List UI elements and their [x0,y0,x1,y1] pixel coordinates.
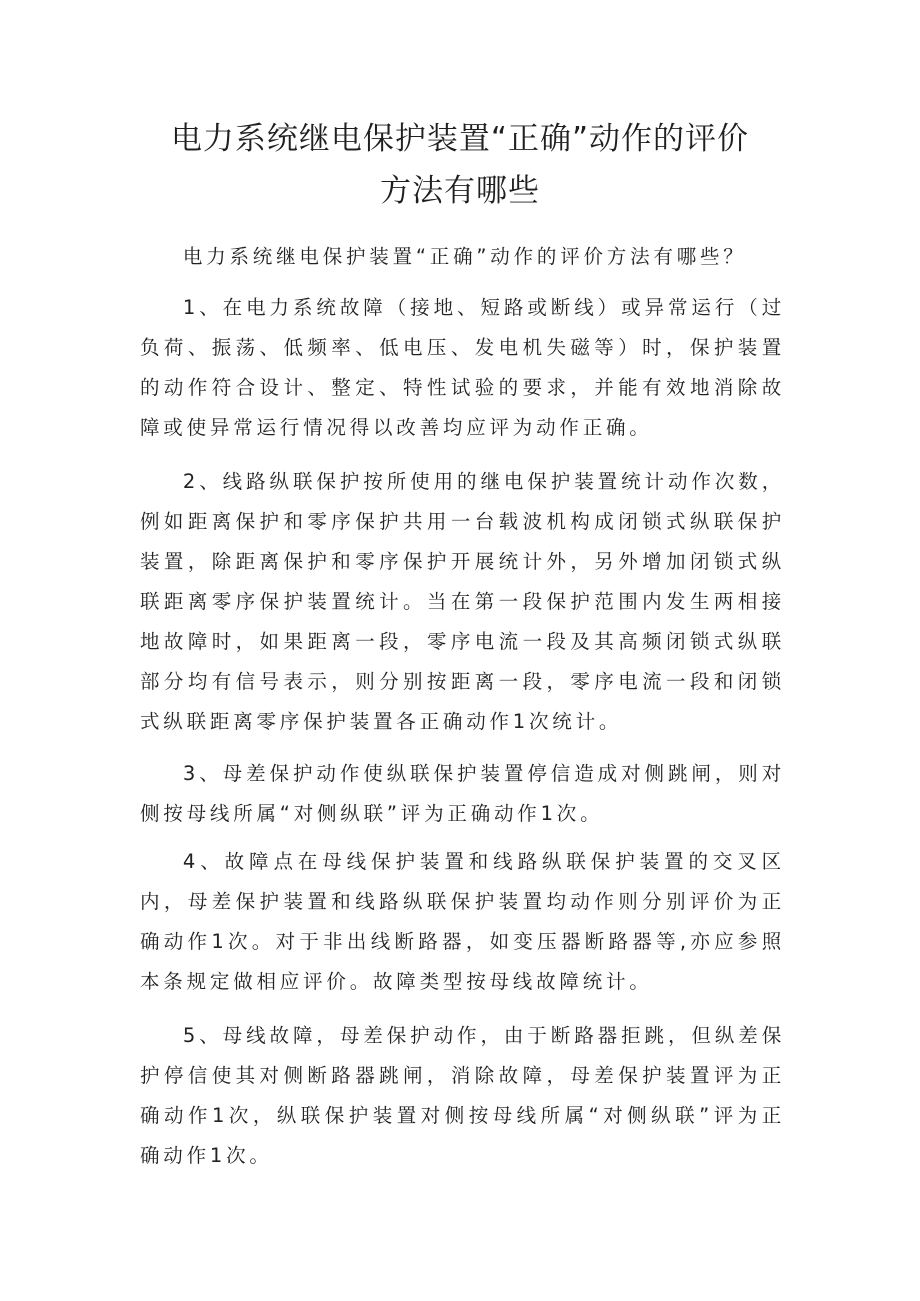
paragraph-2: 2、线路纵联保护按所使用的继电保护装置统计动作次数，例如距离保护和零序保护共用一台载波机构成闭锁式纵联保护装置，除距离保护和零序保护开展统计外，另外增加闭锁式纵联距离零序保护装置统计。当在第一段保护范围内发生两相接地故障时，如果距离一段，零序电流一段及其高频闭锁式纵联部分均有信号表示，则分别按距离一段，零序电流一段和闭锁式纵联距离零序保护装置各正确动作1次统计。 [140,470,785,733]
title-line-1: 电力系统继电保护装置“正确”动作的评价 [170,121,750,157]
intro-question: 电力系统继电保护装置“正确”动作的评价方法有哪些？ [182,245,747,268]
paragraph-5: 5、母线故障，母差保护动作，由于断路器拒跳，但纵差保护停信使其对侧断路器跳闸，消除故障，母差保护装置评为正确动作1次，纵联保护装置对侧按母线所属“对侧纵联”评为正确动作1次。 [140,1024,785,1167]
title-line-2: 方法有哪些 [380,173,540,209]
paragraph-4: 4、故障点在母线保护装置和线路纵联保护装置的交叉区内，母差保护装置和线路纵联保护装置均动作则分别评价为正确动作1次。对于非出线断路器，如变压器断路器等,亦应参照本条规定做相应评价。故障类型按母线故障统计。 [140,850,785,993]
paragraph-3: 3、母差保护动作使纵联保护装置停信造成对侧跳闸，则对侧按母线所属“对侧纵联”评为正确动作1次。 [140,762,785,825]
paragraph-1: 1、在电力系统故障（接地、短路或断线）或异常运行（过负荷、振荡、低频率、低电压、发电机失磁等）时，保护装置的动作符合设计、整定、特性试验的要求，并能有效地消除故障或使异常运行情况得以改善均应评为动作正确。 [140,296,785,439]
document-title [0,113,920,217]
